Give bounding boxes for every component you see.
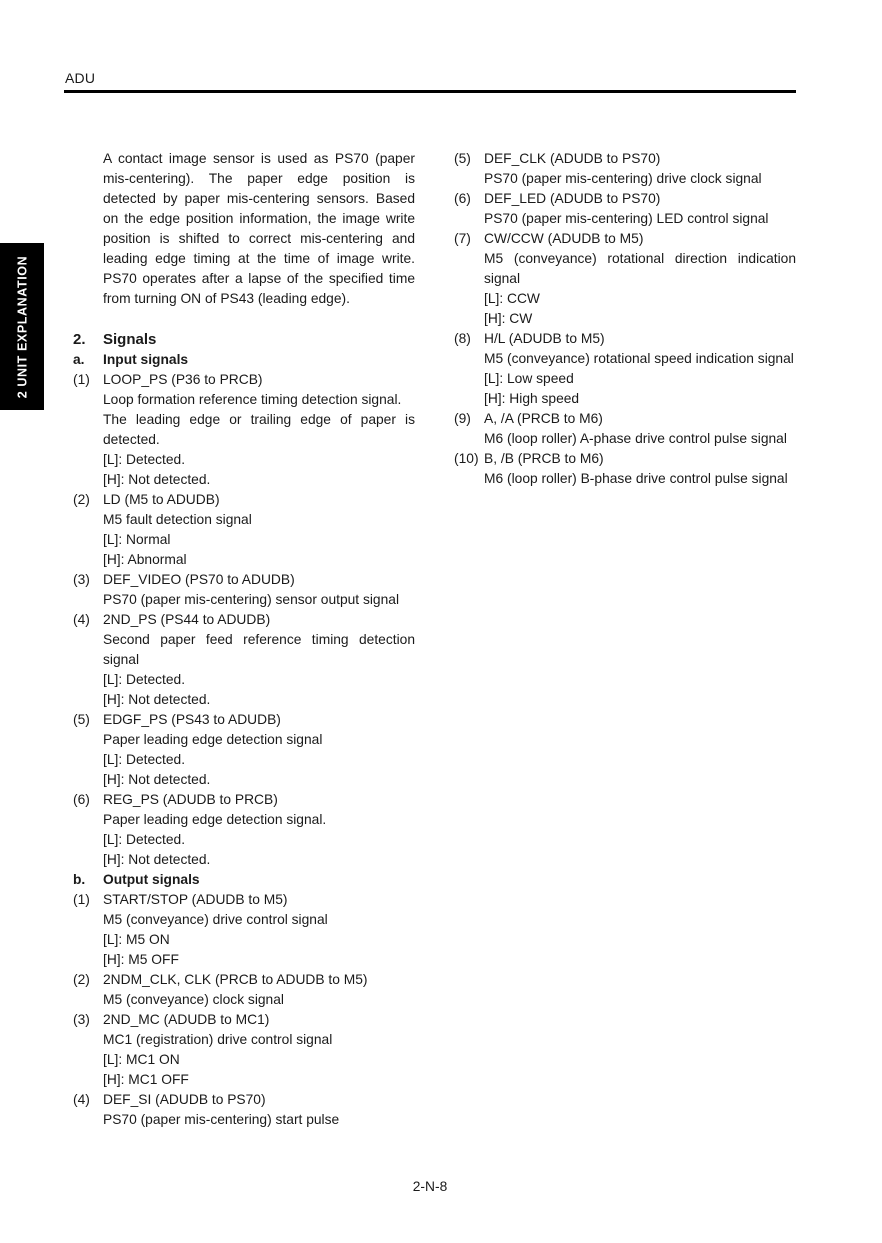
signal-description: [H]: High speed [484, 391, 580, 406]
signal-item [73, 890, 415, 970]
signal-description: [H]: M5 OFF [103, 952, 179, 967]
signal-item-number: (8) [454, 331, 471, 346]
signal-item-number: (5) [73, 712, 90, 727]
signal-description: [L]: Detected. [103, 752, 186, 767]
signal-item-body [484, 329, 796, 409]
subsection-letter: b. [73, 872, 86, 887]
signal-item-body [103, 610, 415, 710]
subsection-letter: a. [73, 352, 85, 367]
signal-name: DEF_LED (ADUDB to PS70) [484, 191, 661, 206]
output-signal-list-continued [454, 149, 796, 489]
signal-item [73, 1090, 415, 1130]
signal-description: [H]: CW [484, 311, 533, 326]
signal-name: 2NDM_CLK, CLK (PRCB to ADUDB to M5) [103, 972, 368, 987]
signal-item-number: (3) [73, 572, 90, 587]
signal-name: DEF_CLK (ADUDB to PS70) [484, 151, 661, 166]
section-heading [73, 330, 415, 350]
signal-description: M6 (loop roller) B-phase drive control pulse signal [484, 471, 788, 486]
signal-item-body [103, 790, 415, 870]
signal-item-body [103, 970, 415, 1010]
signal-name: CW/CCW (ADUDB to M5) [484, 231, 644, 246]
signal-item [73, 610, 415, 710]
signal-item-number: (4) [73, 1092, 90, 1107]
signal-name: LOOP_PS (P36 to PRCB) [103, 372, 263, 387]
signal-description: [H]: Not detected. [103, 852, 211, 867]
signal-description: PS70 (paper mis-centering) drive clock signal [484, 171, 762, 186]
signal-item [73, 570, 415, 610]
signal-description: [L]: CCW [484, 291, 540, 306]
signal-item-body [103, 890, 415, 970]
signal-name: EDGF_PS (PS43 to ADUDB) [103, 712, 281, 727]
signal-item-body [484, 229, 796, 329]
page-number: 2-N-8 [412, 1179, 448, 1194]
signal-description: [H]: Not detected. [103, 472, 211, 487]
signal-item-body [103, 570, 415, 610]
signal-item-number: (6) [73, 792, 90, 807]
signal-item-number: (1) [73, 372, 90, 387]
signal-description: [H]: Not detected. [103, 772, 211, 787]
signal-item-number: (6) [454, 191, 471, 206]
signal-item-number: (10) [454, 451, 479, 466]
signal-description: PS70 (paper mis-centering) LED control signal [484, 211, 769, 226]
signal-item [454, 409, 796, 449]
signal-name: H/L (ADUDB to M5) [484, 331, 605, 346]
signal-item [73, 710, 415, 790]
signal-item-number: (2) [73, 972, 90, 987]
signal-item-number: (3) [73, 1012, 90, 1027]
signal-item-body [484, 409, 796, 449]
signal-item [73, 790, 415, 870]
side-tab [0, 243, 44, 410]
signal-description: [L]: Detected. [103, 832, 186, 847]
signal-name: REG_PS (ADUDB to PRCB) [103, 792, 278, 807]
input-signals-heading [73, 350, 415, 370]
signal-description: PS70 (paper mis-centering) sensor output signal [103, 592, 400, 607]
signal-item [454, 149, 796, 189]
signal-description: [L]: Low speed [484, 371, 574, 386]
signal-item [454, 449, 796, 489]
signal-description: [H]: MC1 OFF [103, 1072, 189, 1087]
section-title: Signals [103, 331, 157, 348]
signal-item [73, 370, 415, 490]
signal-item-number: (9) [454, 411, 471, 426]
signal-item-body [103, 710, 415, 790]
signal-description: M6 (loop roller) A-phase drive control pulse signal [484, 431, 787, 446]
signal-description: Loop formation reference timing detection signal. [103, 392, 402, 407]
section-number: 2. [73, 331, 86, 348]
signal-item [73, 490, 415, 570]
signal-description: Paper leading edge detection signal. [103, 812, 327, 827]
header-rule [64, 90, 796, 93]
signal-item-number: (1) [73, 892, 90, 907]
left-column [73, 149, 415, 1130]
signal-name: 2ND_MC (ADUDB to MC1) [103, 1012, 270, 1027]
signal-name: A, /A (PRCB to M6) [484, 411, 603, 426]
signal-item-body [484, 449, 796, 489]
input-signal-list [73, 370, 415, 870]
signal-description: [L]: Detected. [103, 452, 186, 467]
signal-description: M5 (conveyance) clock signal [103, 992, 284, 1007]
signal-description: M5 fault detection signal [103, 512, 252, 527]
signal-item-body [103, 370, 415, 490]
side-tab-label: 2 UNIT EXPLANATION [15, 255, 29, 398]
signal-item-number: (5) [454, 151, 471, 166]
signal-item-body [484, 189, 796, 229]
signal-item-number: (7) [454, 231, 471, 246]
signal-description: [L]: MC1 ON [103, 1052, 180, 1067]
signal-description: M5 (conveyance) drive control signal [103, 912, 328, 927]
signal-item [454, 229, 796, 329]
signal-item-body [484, 149, 796, 189]
signal-description: [H]: Not detected. [103, 692, 211, 707]
right-column [454, 149, 796, 489]
output-signals-heading [73, 870, 415, 890]
signal-item-number: (2) [73, 492, 90, 507]
signal-name: B, /B (PRCB to M6) [484, 451, 604, 466]
signal-item-body [103, 1090, 415, 1130]
signal-name: LD (M5 to ADUDB) [103, 492, 220, 507]
signal-name: 2ND_PS (PS44 to ADUDB) [103, 612, 271, 627]
signal-description: [H]: Abnormal [103, 552, 187, 567]
header-section-label: ADU [65, 70, 96, 86]
subsection-title: Input signals [103, 352, 189, 367]
signal-description: Paper leading edge detection signal [103, 732, 323, 747]
signal-description: PS70 (paper mis-centering) start pulse [103, 1112, 340, 1127]
signal-name: DEF_SI (ADUDB to PS70) [103, 1092, 266, 1107]
signal-name: START/STOP (ADUDB to M5) [103, 892, 288, 907]
signal-description: Second paper feed reference timing detection signal [103, 632, 415, 667]
signal-name: DEF_VIDEO (PS70 to ADUDB) [103, 572, 295, 587]
signal-item [73, 1010, 415, 1090]
signal-description: The leading edge or trailing edge of paper is detected. [103, 412, 415, 447]
signal-description: [L]: M5 ON [103, 932, 170, 947]
signal-description: [L]: Normal [103, 532, 171, 547]
subsection-title: Output signals [103, 872, 200, 887]
signal-description: MC1 (registration) drive control signal [103, 1032, 333, 1047]
output-signal-list [73, 890, 415, 1130]
signal-description: M5 (conveyance) rotational speed indication signal [484, 351, 794, 366]
signal-item [454, 329, 796, 409]
signal-item [73, 970, 415, 1010]
signal-item-body [103, 490, 415, 570]
signal-item-number: (4) [73, 612, 90, 627]
signal-description: M5 (conveyance) rotational direction indication signal [484, 251, 796, 286]
signal-item [454, 189, 796, 229]
signal-description: [L]: Detected. [103, 672, 186, 687]
signal-item-body [103, 1010, 415, 1090]
intro-paragraph: A contact image sensor is used as PS70 (paper mis-centering). The paper edge position is detected by paper mis-centering sensors. Based on the edge position information, the image write position is shifted to correct mis-centering and leading edge timing at the time of image write. PS70 operates after a lapse of the specified time from turning ON of PS43 (leading edge). [103, 151, 415, 306]
